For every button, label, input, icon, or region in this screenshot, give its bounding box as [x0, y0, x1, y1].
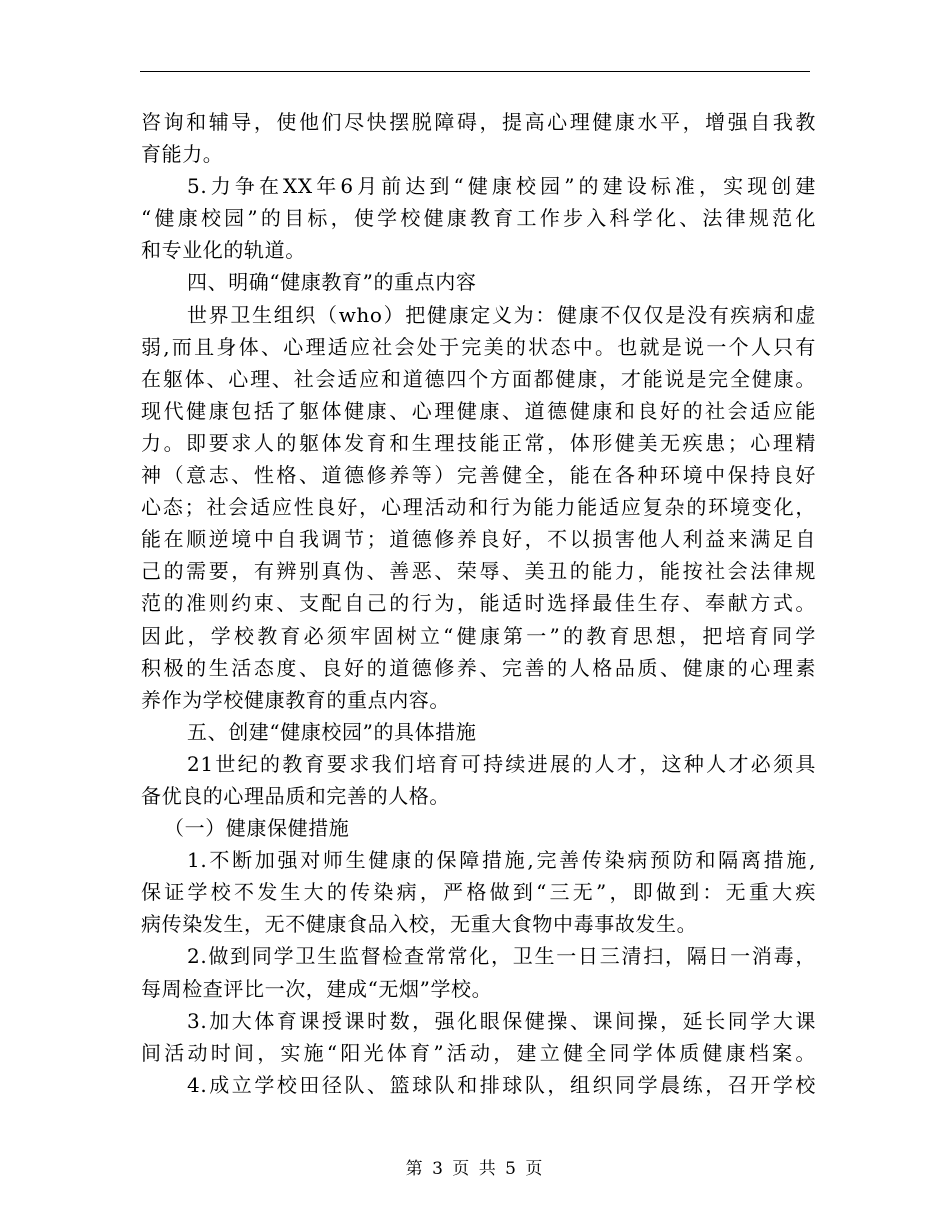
text-line: 己的需要，有辨别真伪、善恶、荣辱、美丑的能力，能按社会法律规 [141, 559, 816, 584]
text-line: 备优良的心理品质和完善的人格。 [141, 783, 450, 808]
text-line: 5.力争在XX年6月前达到“健康校园”的建设标准，实现创建 [187, 174, 816, 199]
text-line: 弱,而且身体、心理适应社会处于完美的状态中。也就是说一个人只有 [141, 334, 816, 359]
text-line: 积极的生活态度、良好的道德修养、完善的人格品质、健康的心理素 [141, 655, 816, 680]
text-line: 因此，学校教育必须牢固树立“健康第一”的教育思想，把培育同学 [141, 623, 816, 648]
text-line: 育能力。 [141, 142, 224, 167]
text-line: 1.不断加强对师生健康的保障措施,完善传染病预防和隔离措施, [187, 848, 816, 873]
text-line: 2.做到同学卫生监督检查常常化，卫生一日三清扫，隔日一消毒， [187, 944, 816, 969]
text-line: 四、明确“健康教育”的重点内容 [187, 270, 477, 295]
text-line: 力。即要求人的躯体发育和生理技能正常，体形健美无疾患；心理精 [141, 430, 816, 455]
text-line: 养作为学校健康教育的重点内容。 [141, 687, 450, 712]
text-line: 范的准则约束、支配自己的行为，能适时选择最佳生存、奉献方式。 [141, 591, 816, 616]
text-line: 五、创建“健康校园”的具体措施 [187, 719, 477, 744]
text-line: 3.加大体育课授课时数，强化眼保健操、课间操，延长同学大课 [187, 1008, 816, 1033]
text-line: 每周检查评比一次，建成“无烟”学校。 [141, 976, 493, 1001]
text-line: 21世纪的教育要求我们培育可持续进展的人才，这种人才必须具 [187, 751, 816, 776]
text-line: 在躯体、心理、社会适应和道德四个方面都健康，才能说是完全健康。 [141, 366, 816, 391]
text-line: 世界卫生组织（who）把健康定义为：健康不仅仅是没有疾病和虚 [187, 302, 816, 327]
page-footer: 第 3 页 共 5 页 [405, 1159, 545, 1179]
text-line: （一）健康保健措施 [164, 816, 350, 841]
text-line: 神（意志、性格、道德修养等）完善健全，能在各种环境中保持良好 [141, 463, 816, 488]
document-body [141, 106, 816, 1101]
text-line: 4.成立学校田径队、篮球队和排球队，组织同学晨练，召开学校 [187, 1072, 816, 1097]
header-rule [140, 71, 810, 72]
text-line: 间活动时间，实施“阳光体育”活动，建立健全同学体质健康档案。 [141, 1040, 816, 1065]
text-line: “健康校园”的目标，使学校健康教育工作步入科学化、法律规范化 [141, 206, 816, 231]
text-line: 病传染发生，无不健康食品入校，无重大食物中毒事故发生。 [141, 912, 698, 937]
text-line: 心态；社会适应性良好，心理活动和行为能力能适应复杂的环境变化， [141, 495, 816, 520]
text-line: 保证学校不发生大的传染病，严格做到“三无”，即做到：无重大疾 [141, 880, 816, 905]
text-line: 现代健康包括了躯体健康、心理健康、道德健康和良好的社会适应能 [141, 398, 816, 423]
text-line: 咨询和辅导，使他们尽快摆脱障碍，提高心理健康水平，增强自我教 [141, 110, 816, 134]
text-line: 能在顺逆境中自我调节；道德修养良好，不以损害他人利益来满足自 [141, 527, 816, 552]
text-line: 和专业化的轨道。 [141, 238, 306, 263]
